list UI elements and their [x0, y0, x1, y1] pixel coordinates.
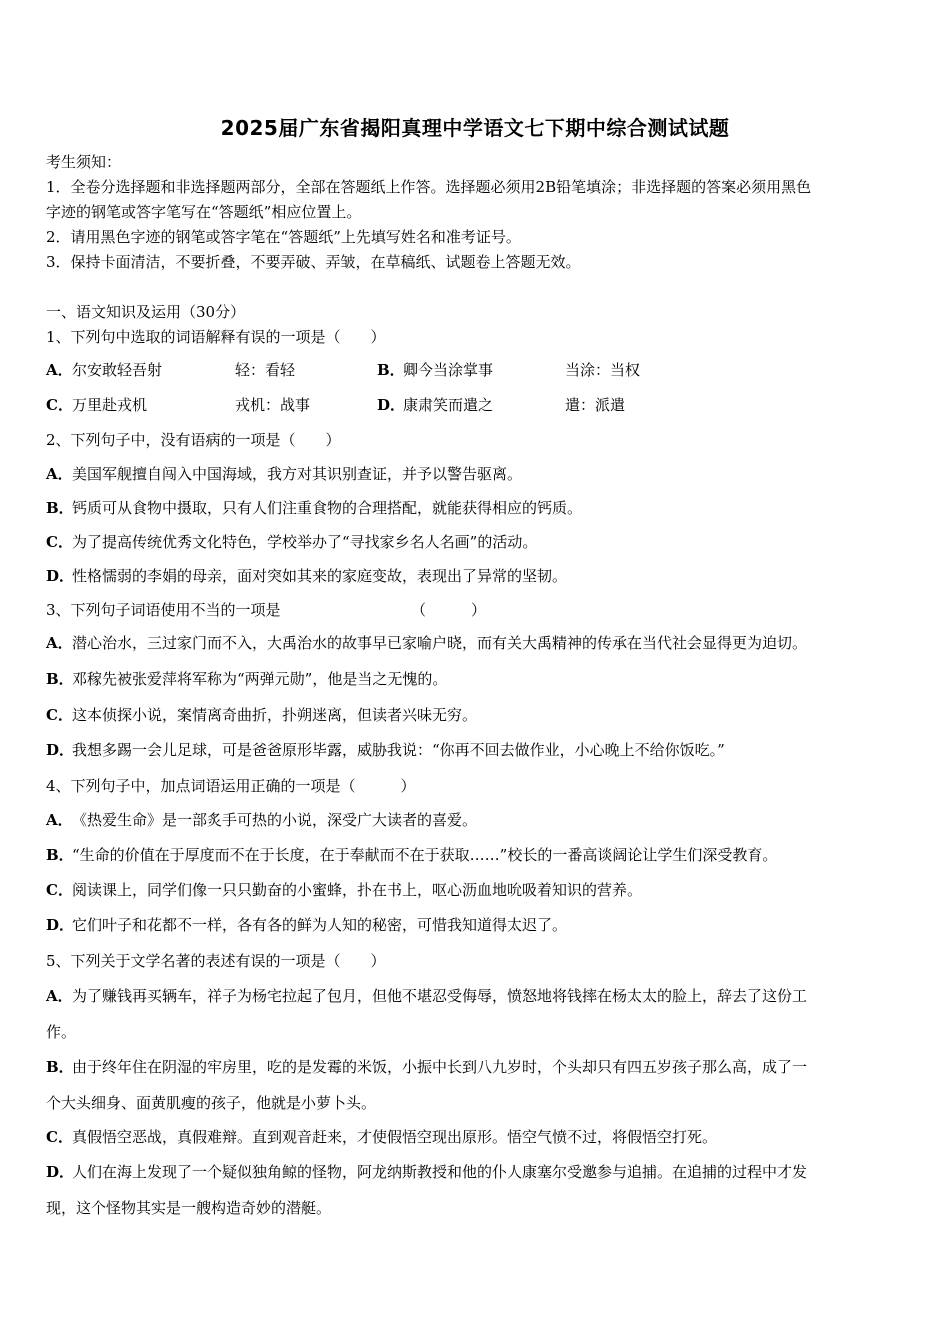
- q1-option-b: [377, 360, 493, 380]
- stem-text: 3、下列句子词语使用不当的一项是: [46, 601, 281, 619]
- option-gloss: 戎机：战事: [235, 396, 311, 414]
- option-text-continued: 个大头细身、面黄肌瘦的孩子，他就是小萝卜头。: [46, 1094, 377, 1112]
- q5-option-b: [46, 1057, 906, 1077]
- q2-option-b: [46, 498, 906, 518]
- option-phrase: 万里赴戎机: [72, 396, 148, 414]
- notice-item: 2．请用黑色字迹的钢笔或答字笔在“答题纸”上先填写姓名和准考证号。: [46, 228, 521, 246]
- option-label: C．: [46, 533, 73, 551]
- option-label: A．: [46, 987, 73, 1005]
- q4-option-c: [46, 880, 906, 900]
- notice-item: 3．保持卡面清洁，不要折叠，不要弄破、弄皱，在草稿纸、试题卷上答题无效。: [46, 253, 581, 271]
- q2-option-c: [46, 532, 906, 552]
- q2-option-a: [46, 464, 906, 484]
- notice-item: 1．全卷分选择题和非选择题两部分，全部在答题纸上作答。选择题必须用2B铅笔填涂；非选择题的答案必须用黑色: [46, 178, 812, 196]
- option-text: 美国军舰擅自闯入中国海域，我方对其识别查证，并予以警告驱离。: [72, 465, 523, 483]
- option-gloss: 轻：看轻: [235, 361, 296, 379]
- question-stem-2: 2、下列句子中，没有语病的一项是（ ）: [46, 431, 341, 449]
- notice-item: 字迹的钢笔或答字笔写在“答题纸”相应位置上。: [46, 203, 362, 221]
- option-label: D．: [377, 396, 406, 414]
- option-phrase: 尔安敢轻吾射: [72, 361, 163, 379]
- option-label: D．: [46, 741, 75, 759]
- q4-option-b: [46, 845, 906, 865]
- option-text-continued: 现，这个怪物其实是一艘构造奇妙的潜艇。: [46, 1199, 332, 1217]
- option-label: A．: [46, 634, 73, 652]
- option-text: 阅读课上，同学们像一只只勤奋的小蜜蜂，扑在书上，呕心沥血地吮吸着知识的营养。: [72, 881, 643, 899]
- q4-option-a: [46, 810, 906, 830]
- option-label: D．: [46, 1163, 75, 1181]
- answer-bracket: （ ）: [411, 601, 487, 619]
- option-text: 钙质可从食物中摄取，只有人们注重食物的合理搭配，就能获得相应的钙质。: [72, 499, 583, 517]
- option-text: 潜心治水，三过家门而不入，大禹治水的故事早已家喻户晓，而有关大禹精神的传承在当代社会显得更为迫切。: [72, 634, 808, 652]
- option-text: 我想多踢一会儿足球，可是爸爸原形毕露，威胁我说：“你再不回去做作业，小心晚上不给你饭吃。”: [72, 741, 725, 759]
- q2-option-d: [46, 566, 906, 586]
- option-label: B．: [46, 1058, 74, 1076]
- option-label: C．: [46, 881, 73, 899]
- option-text: 真假悟空恶战，真假难辩。直到观音赶来，才使假悟空现出原形。悟空气愤不过，将假悟空打死。: [72, 1128, 718, 1146]
- option-text: 人们在海上发现了一个疑似独角鲸的怪物，阿龙纳斯教授和他的仆人康塞尔受邀参与追捕。在追捕的过程中才发: [72, 1163, 808, 1181]
- option-text: 为了赚钱再买辆车，祥子为杨宅拉起了包月，但他不堪忍受侮辱，愤怒地将钱摔在杨太太的脸上，辞去了这份工: [72, 987, 808, 1005]
- option-label: B．: [377, 361, 405, 379]
- option-label: B．: [46, 499, 74, 517]
- option-text: 这本侦探小说，案情离奇曲折，扑朔迷离，但读者兴味无穷。: [72, 706, 478, 724]
- option-text: 邓稼先被张爱萍将军称为“两弹元勋”，他是当之无愧的。: [72, 670, 448, 688]
- q3-option-b: [46, 669, 906, 689]
- option-phrase: 康肃笑而遣之: [403, 396, 494, 414]
- notice-heading: 考生须知：: [46, 153, 122, 171]
- option-gloss: 当涂：当权: [565, 361, 641, 379]
- option-label: C．: [46, 396, 73, 414]
- question-stem-4: 4、下列句子中，加点词语运用正确的一项是（ ）: [46, 777, 416, 795]
- option-text: 《热爱生命》是一部炙手可热的小说，深受广大读者的喜爱。: [72, 811, 478, 829]
- q4-option-d: [46, 915, 906, 935]
- option-phrase: 卿今当涂掌事: [403, 361, 494, 379]
- q5-option-a: [46, 986, 906, 1006]
- option-label: C．: [46, 1128, 73, 1146]
- q5-option-c: [46, 1127, 906, 1147]
- option-text: “生命的价值在于厚度而不在于长度，在于奉献而不在于获取……”校长的一番高谈阔论让学生们深受教育。: [72, 846, 778, 864]
- option-label: C．: [46, 706, 73, 724]
- option-label: D．: [46, 916, 75, 934]
- option-text: 由于终年住在阴湿的牢房里，吃的是发霉的米饭，小振中长到八九岁时，个头却只有四五岁孩子那么高，成了一: [72, 1058, 808, 1076]
- option-label: A．: [46, 361, 73, 379]
- option-text: 性格懦弱的李娟的母亲，面对突如其来的家庭变故，表现出了异常的坚韧。: [72, 567, 568, 585]
- option-gloss: 遣：派遣: [565, 396, 626, 414]
- q5-option-d: [46, 1162, 906, 1182]
- q1-option-c: [46, 395, 147, 415]
- option-label: A．: [46, 811, 73, 829]
- section-heading: 一、语文知识及运用（30分）: [46, 303, 246, 321]
- q3-option-a: [46, 633, 906, 653]
- q3-option-c: [46, 705, 906, 725]
- option-label: B．: [46, 670, 74, 688]
- option-label: A．: [46, 465, 73, 483]
- option-label: D．: [46, 567, 75, 585]
- option-text: 为了提高传统优秀文化特色，学校举办了“寻找家乡名人名画”的活动。: [72, 533, 538, 551]
- question-stem-3: [46, 600, 906, 620]
- page-title: 2025届广东省揭阳真理中学语文七下期中综合测试试题: [220, 116, 730, 140]
- q3-option-d: [46, 740, 906, 760]
- question-stem-5: 5、下列关于文学名著的表述有误的一项是（ ）: [46, 952, 386, 970]
- q1-option-d: [377, 395, 493, 415]
- question-stem-1: 1、下列句中选取的词语解释有误的一项是（ ）: [46, 328, 386, 346]
- option-text: 它们叶子和花都不一样，各有各的鲜为人知的秘密，可惜我知道得太迟了。: [72, 916, 568, 934]
- option-text-continued: 作。: [46, 1023, 77, 1041]
- option-label: B．: [46, 846, 74, 864]
- q1-option-a: [46, 360, 162, 380]
